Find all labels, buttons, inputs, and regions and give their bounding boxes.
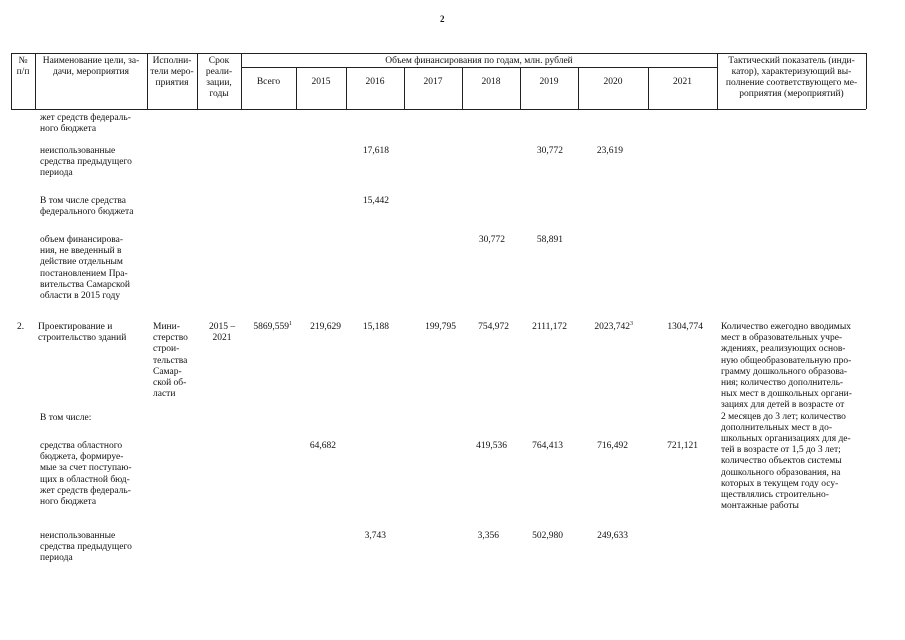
table-row-4-2019: 2111,172 [532,322,567,332]
table-row-2-name: В том числе средства федерального бюджета [40,196,134,218]
table-row-1-name: неиспользованные средства предыдущего периода [40,146,132,179]
header-total: Всего [256,77,281,87]
table-row-1-2019: 30,772 [536,146,563,156]
table-row-4-number: 2. [17,322,25,332]
table-row-4-2015: 219,629 [310,322,341,332]
table-row-4-name: Проектирование и строительство зданий [38,322,127,344]
header-term: Срок реали- зации, годы [205,56,233,99]
financing-header-divider [241,67,717,68]
table-row-4-2016: 15,188 [362,322,389,332]
table-row-1-2020: 23,619 [596,146,623,156]
table-row-4-total-value: 5869,559 [253,322,289,332]
header-year-2018: 2018 [481,77,501,87]
table-row-4-2020 [578,322,633,333]
header-year-2016: 2016 [365,77,385,87]
header-financing-title: Объем финансирования по годам, млн. рублей [385,56,573,66]
table-row-6-2021: 721,121 [667,441,698,451]
table-row-0-name: жет средств федераль- ного бюджета [40,113,131,135]
table-row-4-total [241,322,292,333]
header-bottom-border [11,109,866,110]
table-row-5-name: В том числе: [40,413,92,423]
table-row-4-2018: 754,972 [478,322,509,332]
table-row-3-2019: 58,891 [536,235,563,245]
footnote-mark: 3 [630,320,633,327]
table-row-4-2021: 1304,774 [667,322,703,332]
table-row-3-name: объем финансирова- ния, не введенный в действие отдельным постановлением Пра- вительства Самарской области в 2015 году [40,235,130,302]
table-row-7-2020: 249,633 [597,531,628,541]
table-row-6-name: средства областного бюджета, формируе- мые за счет поступаю- щих в областной бюд- жет средств федераль- ного бюджета [40,441,132,508]
header-year-2021: 2021 [673,77,692,87]
table-row-4-2020-value: 2023,742 [594,322,630,332]
table-top-border [11,53,866,54]
page-number: 2 [440,14,445,24]
table-row-7-2016: 3,743 [364,531,386,541]
table-row-7-2018: 3,356 [477,531,499,541]
table-row-4-term: 2015 – 2021 [208,322,236,344]
table-row-6-2020: 716,492 [597,441,628,451]
table-row-4-indicator: Количество ежегодно вводимых мест в образовательных учре- ждениях, реализующих основ- ную общеобразовательную про- грамму дошкольного образова- ния; количество дополнитель- ных мест в дошкольных органи- зациях для детей в возрасте от 2 месяцев до 3 лет; количество дополнительных мест в до- школьных организациях для де- тей в возрасте от 1,5 до 3 лет; количество объектов системы дошкольного образования, на которых в текущем году осу- ществлялись строительно- монтажные работы [721,322,852,512]
table-row-4-2017: 199,795 [425,322,456,332]
table-row-1-2016: 17,618 [362,146,389,156]
header-year-2015: 2015 [311,77,331,87]
table-row-6-2015: 64,682 [309,441,336,451]
table-row-7-name: неиспользованные средства предыдущего периода [40,531,132,564]
header-number: № п/п [16,56,30,77]
header-year-2020: 2020 [603,77,623,87]
header-executor: Исполни- тели меро- приятия [150,56,194,88]
table-row-2-2016: 15,442 [362,196,389,206]
table-row-3-2018: 30,772 [478,235,505,245]
table-row-6-2018: 419,536 [476,441,507,451]
table-row-4-executor: Мини- стерство строи- тельства Самар- ской об- ласти [153,322,188,400]
table-row-7-2019: 502,980 [532,531,563,541]
footnote-mark: 1 [289,320,292,327]
table-row-6-2019: 764,413 [532,441,563,451]
header-year-2017: 2017 [423,77,443,87]
header-name: Наименование цели, за- дачи, мероприятия [42,56,140,77]
header-indicator: Тактический показатель (инди- катор), характеризующий вы- полнение соответствующего ме- роприятия (мероприятий) [725,56,858,99]
header-year-2019: 2019 [539,77,559,87]
